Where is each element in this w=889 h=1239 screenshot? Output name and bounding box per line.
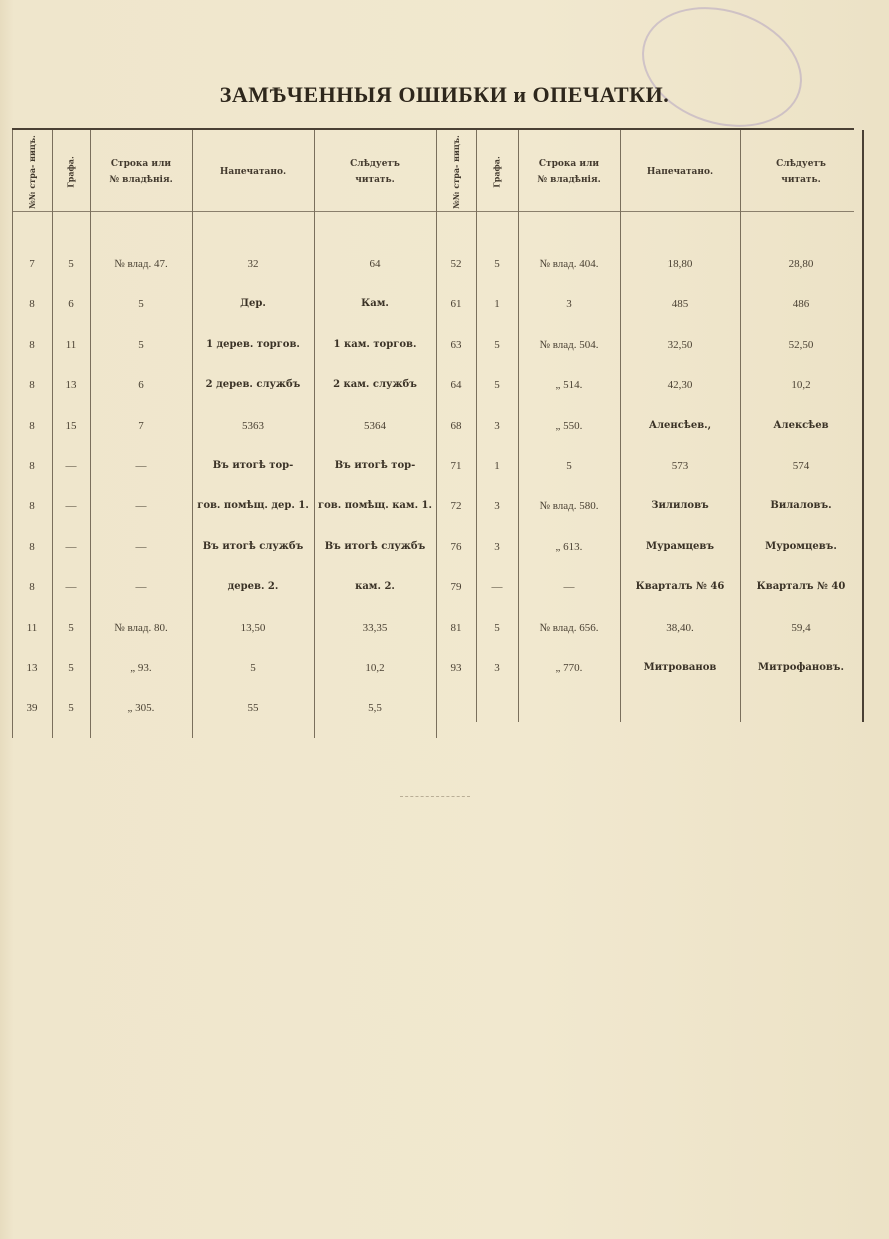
table-cell-col: — — [491, 581, 503, 594]
table-cell-col: — — [65, 500, 77, 513]
table-cell-col: 5 — [68, 702, 74, 715]
table-cell-printed: 1 дерев. торгов. — [206, 338, 300, 350]
table-cell-page: 7 — [29, 258, 35, 270]
table-cell-row: № влад. 404. — [539, 258, 599, 270]
header-correct — [314, 132, 436, 212]
table-cell-correct: Кам. — [361, 298, 389, 310]
table-cell-page: 68 — [450, 419, 462, 432]
header-column — [476, 132, 518, 212]
table-cell-page: 93 — [450, 662, 462, 674]
header-column — [52, 132, 90, 212]
table-cell-col: — — [65, 540, 77, 553]
table-cell-col: 5 — [494, 621, 500, 634]
table-cell-printed: 573 — [671, 460, 689, 472]
table-cell-col: 5 — [494, 258, 500, 270]
table-cell-col: 3 — [494, 419, 500, 432]
table-cell-row: № влад. 656. — [539, 621, 599, 634]
table-cell-col: 5 — [68, 258, 74, 270]
table-cell-printed: Аленсѣев., — [648, 419, 712, 431]
table-cell-page: 71 — [450, 460, 462, 472]
table-cell-col: 13 — [65, 379, 77, 392]
table-cell-row: — — [563, 581, 575, 594]
library-stamp — [626, 0, 817, 147]
table-cell-printed: Мурамцевъ — [646, 540, 714, 552]
table-cell-correct: 1 кам. торгов. — [333, 338, 417, 350]
table-cell-row: 3 — [566, 298, 572, 311]
table-cell-row: „ 305. — [127, 702, 155, 715]
table-cell-col: — — [65, 581, 77, 594]
table-cell-page: 8 — [29, 298, 35, 311]
table-cell-correct: 2 кам. службъ — [333, 379, 417, 391]
table-cell-page: 8 — [29, 419, 35, 432]
header-label: Слѣдуетъ читать. — [776, 159, 826, 185]
table-cell-printed: Въ итогѣ тор- — [212, 460, 294, 471]
table-cell-col: 3 — [494, 500, 500, 513]
table-cell-row: № влад. 80. — [114, 621, 168, 634]
table-cell-col: 3 — [494, 540, 500, 553]
header-label: Графа. — [65, 156, 76, 188]
table-cell-col: 15 — [65, 419, 77, 432]
table-cell-row: 7 — [138, 419, 144, 432]
table-cell-col: 5 — [68, 662, 74, 674]
page-title: ЗАМѢЧЕННЫЯ ОШИБКИ и ОПЕЧАТКИ. — [219, 82, 670, 107]
table-cell-col: 1 — [494, 298, 500, 311]
table-cell-row: 5 — [138, 338, 144, 351]
table-cell-col: 5 — [494, 379, 500, 392]
table-cell-page: 8 — [29, 338, 35, 351]
table-cell-col: — — [65, 460, 77, 472]
table-cell-correct: 64 — [369, 258, 381, 270]
table-cell-page: 64 — [450, 379, 462, 392]
table-cell-printed: Дер. — [240, 298, 266, 310]
table-right-border — [862, 130, 864, 722]
table-cell-printed: 13,50 — [240, 621, 266, 634]
table-cell-correct: Алексѣев — [773, 419, 829, 431]
header-label: Строка или № владѣнія. — [109, 159, 173, 185]
table-cell-correct: 574 — [792, 460, 810, 472]
end-dash — [400, 796, 470, 797]
table-cell-row: № влад. 47. — [114, 258, 168, 270]
table-cell-correct: 10,2 — [365, 662, 385, 674]
header-label: №№ стра- ницъ. — [27, 135, 38, 209]
table-cell-page: 8 — [29, 460, 35, 472]
table-cell-row: — — [135, 500, 147, 513]
table-cell-row: 5 — [566, 460, 572, 472]
table-cell-correct: 52,50 — [788, 338, 814, 351]
header-row — [90, 132, 192, 212]
table-cell-printed: 18,80 — [667, 258, 693, 270]
table-cell-row: „ 770. — [555, 662, 583, 674]
header-label: Графа. — [491, 156, 502, 188]
table-cell-page: 72 — [450, 500, 462, 513]
table-cell-printed: 5363 — [242, 419, 264, 432]
table-cell-correct: Кварталъ № 40 — [756, 581, 846, 593]
table-cell-row: — — [135, 540, 147, 553]
table-cell-correct: 5364 — [364, 419, 386, 432]
header-correct — [740, 132, 862, 212]
table-cell-page: 79 — [450, 581, 462, 594]
table-cell-col: 1 — [494, 460, 500, 472]
table-cell-page: 81 — [450, 621, 462, 634]
table-cell-printed: гов. помѣщ. дер. 1. — [197, 500, 309, 512]
table-cell-col: 6 — [68, 298, 74, 311]
table-cell-row: № влад. 580. — [539, 500, 599, 513]
table-cell-page: 52 — [450, 258, 462, 270]
table-cell-col: 3 — [494, 662, 500, 674]
table-cell-row: „ 613. — [555, 540, 583, 553]
table-cell-page: 61 — [450, 298, 462, 311]
header-top-rule — [12, 128, 854, 130]
table-cell-printed: 485 — [671, 298, 689, 311]
table-cell-correct: Въ итогѣ службъ — [324, 540, 426, 552]
table-cell-correct: 28,80 — [788, 258, 814, 270]
table-cell-correct: гов. помѣщ. кам. 1. — [318, 500, 432, 512]
table-cell-page: 8 — [29, 500, 35, 513]
header-label: Строка или № владѣнія. — [537, 159, 601, 185]
table-cell-page: 76 — [450, 540, 462, 553]
table-cell-col: 5 — [494, 338, 500, 351]
table-cell-printed: Кварталъ № 46 — [635, 581, 725, 593]
table-cell-row: № влад. 504. — [539, 338, 599, 351]
table-cell-printed: Въ итогѣ службъ — [202, 540, 304, 552]
table-cell-correct: кам. 2. — [355, 581, 395, 593]
table-cell-printed: 42,30 — [667, 379, 693, 392]
table-cell-printed: Зилиловъ — [651, 500, 709, 512]
table-cell-printed: дерев. 2. — [227, 581, 279, 593]
table-cell-page: 11 — [26, 621, 38, 634]
table-cell-row: „ 514. — [555, 379, 583, 392]
table-cell-row: 5 — [138, 298, 144, 311]
table-cell-correct: 10,2 — [791, 379, 811, 392]
table-cell-row: — — [135, 581, 147, 594]
table-cell-row: 6 — [138, 379, 144, 392]
table-cell-page: 8 — [29, 581, 35, 594]
table-cell-page: 63 — [450, 338, 462, 351]
table-cell-correct: 486 — [792, 298, 810, 311]
table-cell-page: 13 — [26, 662, 38, 674]
header-label: Слѣдуетъ читать. — [350, 159, 400, 185]
header-printed — [192, 132, 314, 212]
table-cell-printed: 2 дерев. службъ — [205, 379, 301, 391]
table-cell-correct: Митрофановъ. — [758, 662, 844, 673]
table-cell-printed: 32 — [247, 258, 259, 270]
table-cell-col: 5 — [68, 621, 74, 634]
table-cell-row: — — [135, 460, 147, 472]
header-label: Напечатано. — [219, 167, 287, 177]
table-cell-correct: Муромцевъ. — [765, 540, 837, 552]
table-cell-printed: 55 — [247, 702, 259, 715]
table-cell-page: 8 — [29, 379, 35, 392]
table-cell-row: „ 93. — [130, 662, 152, 674]
table-cell-correct: Въ итогѣ тор- — [334, 460, 416, 471]
table-cell-printed: 5 — [250, 662, 256, 674]
table-cell-page: 8 — [29, 540, 35, 553]
table-cell-correct: 59,4 — [791, 621, 811, 634]
header-row — [518, 132, 620, 212]
table-cell-page: 39 — [26, 702, 38, 715]
header-label: №№ стра- ницъ. — [451, 135, 462, 209]
table-cell-printed: Митрованов — [643, 662, 717, 673]
table-cell-col: 11 — [65, 338, 77, 351]
table-cell-printed: 38,40. — [666, 621, 694, 634]
table-cell-printed: 32,50 — [667, 338, 693, 351]
table-cell-row: „ 550. — [555, 419, 583, 432]
header-page — [12, 132, 52, 212]
table-cell-correct: 33,35 — [362, 621, 388, 634]
header-label: Напечатано. — [646, 167, 714, 177]
header-printed — [620, 132, 740, 212]
table-cell-correct: Вилаловъ. — [770, 500, 832, 512]
header-page — [436, 132, 476, 212]
table-cell-correct: 5,5 — [368, 702, 382, 715]
